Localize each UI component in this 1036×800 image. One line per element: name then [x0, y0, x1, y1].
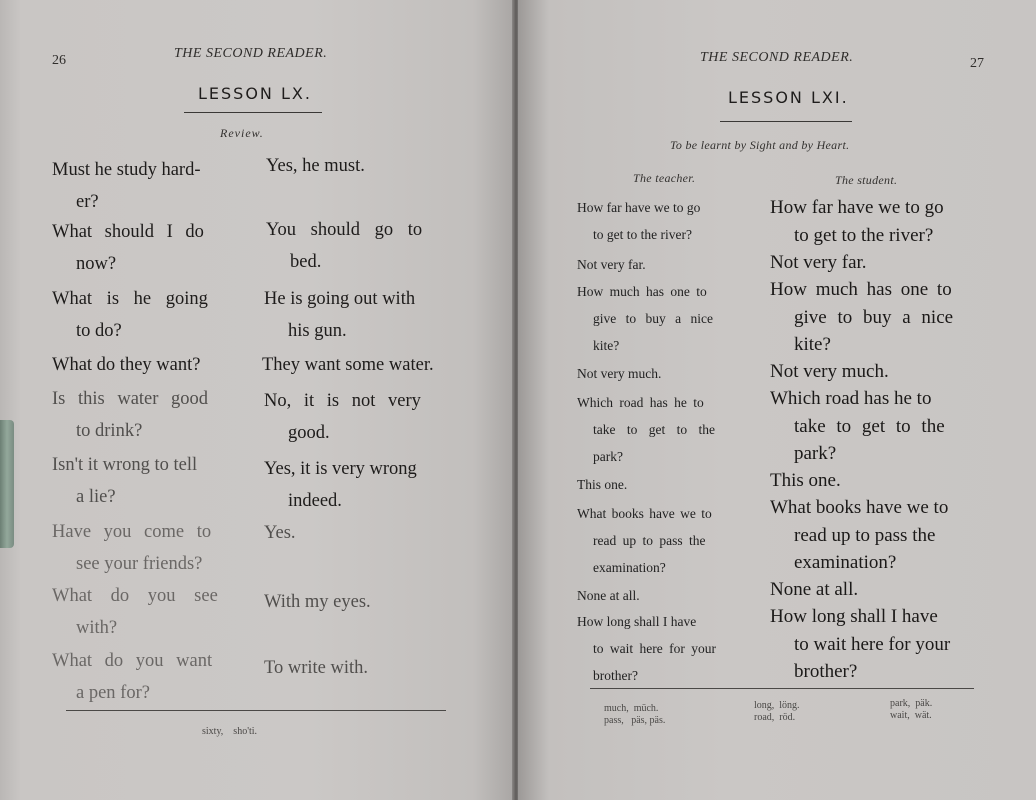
teacher-line: This one.: [577, 477, 628, 492]
column-header-student: The student.: [835, 173, 898, 187]
footnote: much, müch. pass, päs, päs.: [604, 703, 666, 726]
answer: He is going out with his gun.: [264, 289, 416, 341]
column-header-teacher: The teacher.: [633, 171, 696, 185]
footnote: long, löng. road, röd.: [754, 700, 800, 723]
question: Must he study hard- er?: [52, 160, 201, 212]
answer: Yes, he must.: [266, 156, 365, 176]
question: Isn't it wrong to tell a lie?: [52, 455, 198, 507]
student-line: This one.: [770, 470, 841, 491]
answer: To write with.: [264, 658, 369, 678]
student-line: Not very much.: [770, 361, 889, 382]
lesson-subtitle: Review.: [220, 126, 264, 140]
question: What do they want?: [52, 355, 201, 375]
answer: Yes, it is very wrong indeed.: [264, 459, 417, 511]
teacher-line: None at all.: [577, 588, 640, 603]
lesson-subtitle: To be learnt by Sight and by Heart.: [670, 138, 850, 152]
question: What do you want a pen for?: [52, 651, 213, 703]
student-line: How far have we to go to get to the river?: [770, 197, 944, 246]
teacher-line: Not very far.: [577, 257, 646, 272]
footnote: park, päk. wait, wät.: [890, 698, 933, 721]
footnote: sixty, sho'ti.: [202, 726, 258, 737]
answer: With my eyes.: [264, 592, 371, 612]
teacher-line: What books have we to read up to pass the examination?: [577, 506, 712, 575]
left-page: [0, 0, 514, 800]
right-page: [518, 0, 1036, 800]
running-head: THE SECOND READER.: [174, 46, 328, 61]
question: Is this water good to drink?: [52, 389, 209, 441]
lesson-title: LESSON LX.: [198, 84, 312, 103]
teacher-line: Which road has he to take to get to the park?: [577, 395, 715, 464]
student-line: Which road has he to take to get to the park?: [770, 388, 945, 464]
student-line: None at all.: [770, 579, 859, 600]
answer: You should go to bed.: [266, 220, 423, 272]
question: Have you come to see your friends?: [52, 522, 212, 574]
answer: No, it is not very good.: [264, 391, 421, 443]
running-head: THE SECOND READER.: [700, 50, 854, 65]
student-line: What books have we to read up to pass the examination?: [770, 497, 949, 573]
answer: Yes.: [264, 523, 296, 543]
answer: They want some water.: [262, 355, 434, 375]
footnote-rule: [590, 688, 974, 689]
student-line: Not very far.: [770, 252, 867, 273]
title-rule: [720, 121, 852, 122]
student-line: How long shall I have to wait here for your brother?: [770, 606, 951, 682]
page-number: 26: [52, 53, 66, 68]
teacher-line: How much has one to give to buy a nice kite?: [577, 284, 713, 353]
lesson-title: LESSON LXI.: [728, 88, 849, 107]
question: What is he going to do?: [52, 289, 208, 341]
student-line: How much has one to give to buy a nice kite?: [770, 279, 954, 355]
page-number: 27: [970, 56, 984, 71]
teacher-line: How long shall I have to wait here for your brother?: [577, 614, 716, 683]
title-rule: [184, 112, 322, 113]
teacher-line: Not very much.: [577, 366, 662, 381]
footnote-rule: [66, 710, 446, 711]
teacher-line: How far have we to go to get to the river?: [577, 200, 701, 242]
bookmark-ribbon: [0, 420, 14, 548]
question: What should I do now?: [52, 222, 204, 274]
question: What do you see with?: [52, 586, 218, 638]
